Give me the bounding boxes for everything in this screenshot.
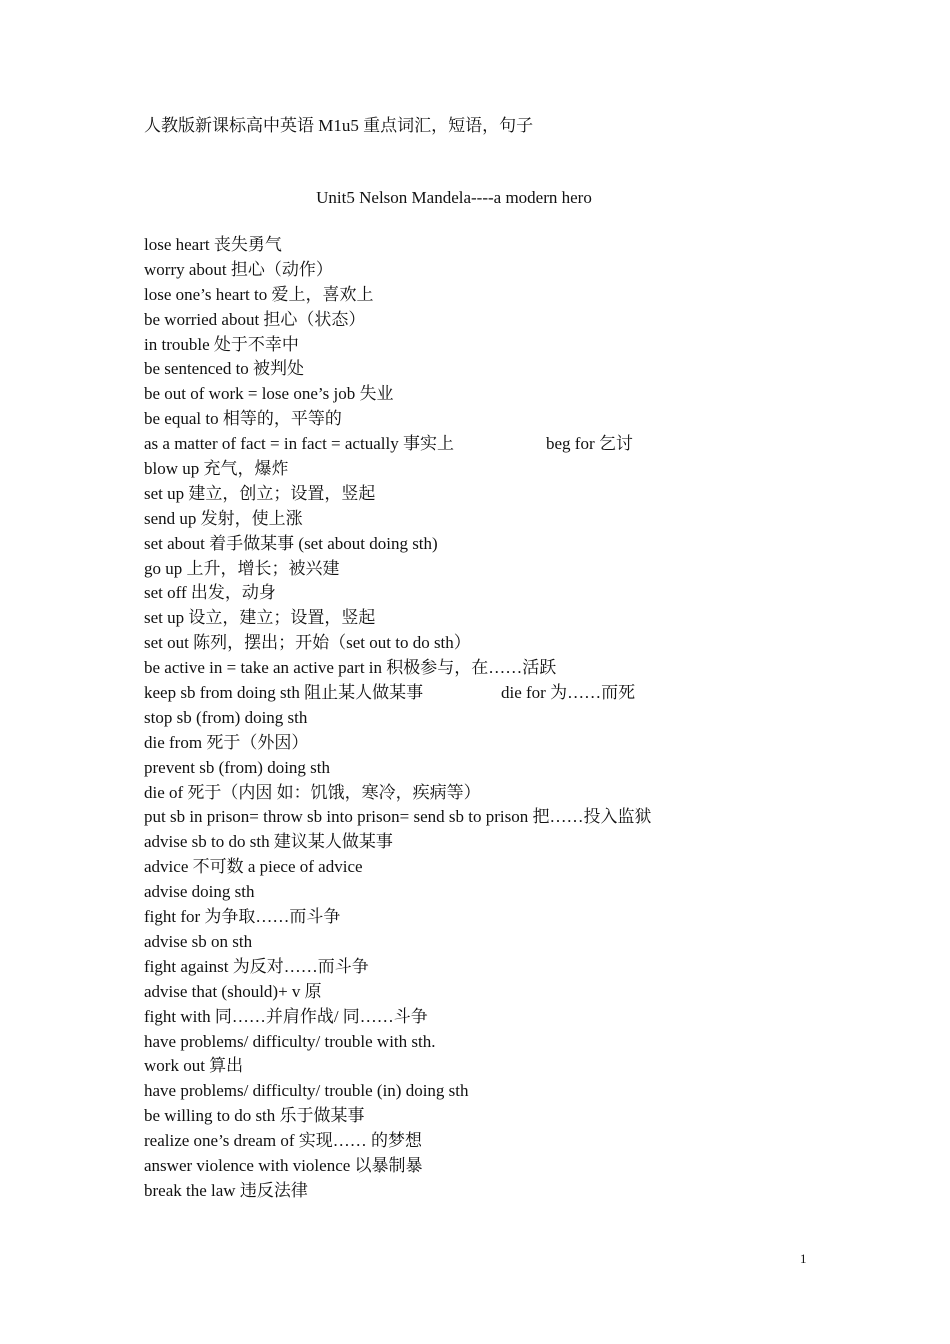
- unit-title: Unit5 Nelson Mandela----a modern hero: [316, 188, 592, 207]
- vocab-line: [144, 681, 651, 706]
- phrase-entry: set about 着手做某事 (set about doing sth): [144, 533, 438, 553]
- phrase-entry: be equal to 相等的，平等的: [144, 409, 342, 429]
- vocab-line: [144, 532, 651, 557]
- vocab-line: [144, 656, 651, 681]
- vocab-line: [144, 905, 651, 930]
- vocab-line: [144, 283, 651, 308]
- phrase-entry: in trouble 处于不幸中: [144, 334, 299, 354]
- phrase-entry: blow up 充气，爆炸: [144, 459, 289, 479]
- phrase-entry: prevent sb (from) doing sth: [144, 757, 331, 777]
- phrase-entry: answer violence with violence 以暴制暴: [144, 1155, 423, 1175]
- vocab-line: [144, 1179, 651, 1204]
- phrase-entry: advise sb on sth: [144, 931, 253, 951]
- phrase-entry: work out 算出: [144, 1056, 244, 1076]
- vocab-line: [144, 308, 651, 333]
- vocab-line: [144, 357, 651, 382]
- vocab-line: [144, 781, 651, 806]
- phrase-entry: stop sb (from) doing sth: [144, 707, 308, 727]
- vocab-line: [144, 382, 651, 407]
- vocab-line: [144, 930, 651, 955]
- phrase-entry: lose heart 丧失勇气: [144, 235, 282, 254]
- phrase-entry-secondary: die for 为……而死: [501, 683, 636, 703]
- phrase-entry: be out of work = lose one’s job 失业: [144, 384, 394, 404]
- phrase-entry: set up 设立，建立；设置，竖起: [144, 608, 376, 628]
- phrase-entry: be willing to do sth 乐于做某事: [144, 1106, 365, 1126]
- vocab-line: [144, 258, 651, 283]
- vocab-line: [144, 631, 651, 656]
- vocab-line: [144, 457, 651, 482]
- vocab-line: [144, 880, 651, 905]
- document-title: 人教版新课标高中英语 M1u5 重点词汇，短语，句子: [144, 116, 534, 135]
- phrase-entry: be active in = take an active part in 积极参与，在……活跃: [144, 658, 557, 678]
- vocab-line: [144, 482, 651, 507]
- vocab-line: [144, 581, 651, 606]
- phrase-entry: be worried about 担心（状态）: [144, 309, 366, 329]
- phrase-entry: set out 陈列，摆出；开始（set out to do sth）: [144, 633, 471, 653]
- vocab-line: [144, 731, 651, 756]
- phrase-entry: have problems/ difficulty/ trouble with sth.: [144, 1031, 436, 1051]
- phrase-entry: advise that (should)+ v 原: [144, 981, 322, 1001]
- vocab-line: [144, 1079, 651, 1104]
- vocab-line: [144, 1129, 651, 1154]
- phrase-entry: put sb in prison= throw sb into prison= send sb to prison 把……投入监狱: [144, 807, 652, 827]
- vocab-line: [144, 407, 651, 432]
- phrase-entry: worry about 担心（动作）: [144, 259, 333, 279]
- phrase-entry: advise sb to do sth 建议某人做某事: [144, 832, 393, 852]
- vocab-line: [144, 706, 651, 731]
- phrase-entry: advice 不可数 a piece of advice: [144, 857, 363, 877]
- phrase-entry: realize one’s dream of 实现…… 的梦想: [144, 1131, 423, 1151]
- phrase-entry: die from 死于（外因）: [144, 732, 309, 752]
- phrase-entry: have problems/ difficulty/ trouble (in) doing sth: [144, 1081, 469, 1101]
- phrase-entry: fight for 为争取……而斗争: [144, 907, 341, 927]
- phrase-entry: set up 建立，创立；设置，竖起: [144, 483, 376, 503]
- vocab-line: [144, 1054, 651, 1079]
- phrase-entry: fight against 为反对……而斗争: [144, 956, 369, 976]
- phrase-entry: die of 死于（内因 如：饥饿，寒冷，疾病等）: [144, 782, 481, 802]
- vocabulary-list: [144, 233, 651, 1204]
- vocab-line: [144, 805, 651, 830]
- vocab-line: [144, 557, 651, 582]
- vocab-line: [144, 830, 651, 855]
- vocab-line: [144, 1154, 651, 1179]
- phrase-entry: as a matter of fact = in fact = actually 事实上: [144, 434, 454, 454]
- page-number: 1: [800, 1251, 807, 1266]
- phrase-entry: keep sb from doing sth 阻止某人做某事: [144, 683, 424, 703]
- vocab-line: [144, 1104, 651, 1129]
- phrase-entry: go up 上升，增长；被兴建: [144, 558, 340, 578]
- vocab-line: [144, 756, 651, 781]
- vocab-line: [144, 606, 651, 631]
- phrase-entry: advise doing sth: [144, 882, 255, 902]
- phrase-entry: break the law 违反法律: [144, 1180, 308, 1200]
- vocab-line: [144, 233, 651, 258]
- vocab-line: [144, 855, 651, 880]
- vocab-line: [144, 1005, 651, 1030]
- phrase-entry: be sentenced to 被判处: [144, 359, 305, 379]
- phrase-entry: lose one’s heart to 爱上，喜欢上: [144, 284, 374, 304]
- vocab-line: [144, 432, 651, 457]
- vocab-line: [144, 980, 651, 1005]
- phrase-entry: fight with 同……并肩作战/ 同……斗争: [144, 1006, 428, 1026]
- phrase-entry: set off 出发，动身: [144, 583, 276, 603]
- vocab-line: [144, 333, 651, 358]
- vocab-line: [144, 1030, 651, 1055]
- phrase-entry-secondary: beg for 乞讨: [546, 434, 633, 454]
- phrase-entry: send up 发射，使上涨: [144, 508, 303, 528]
- vocab-line: [144, 955, 651, 980]
- vocab-line: [144, 507, 651, 532]
